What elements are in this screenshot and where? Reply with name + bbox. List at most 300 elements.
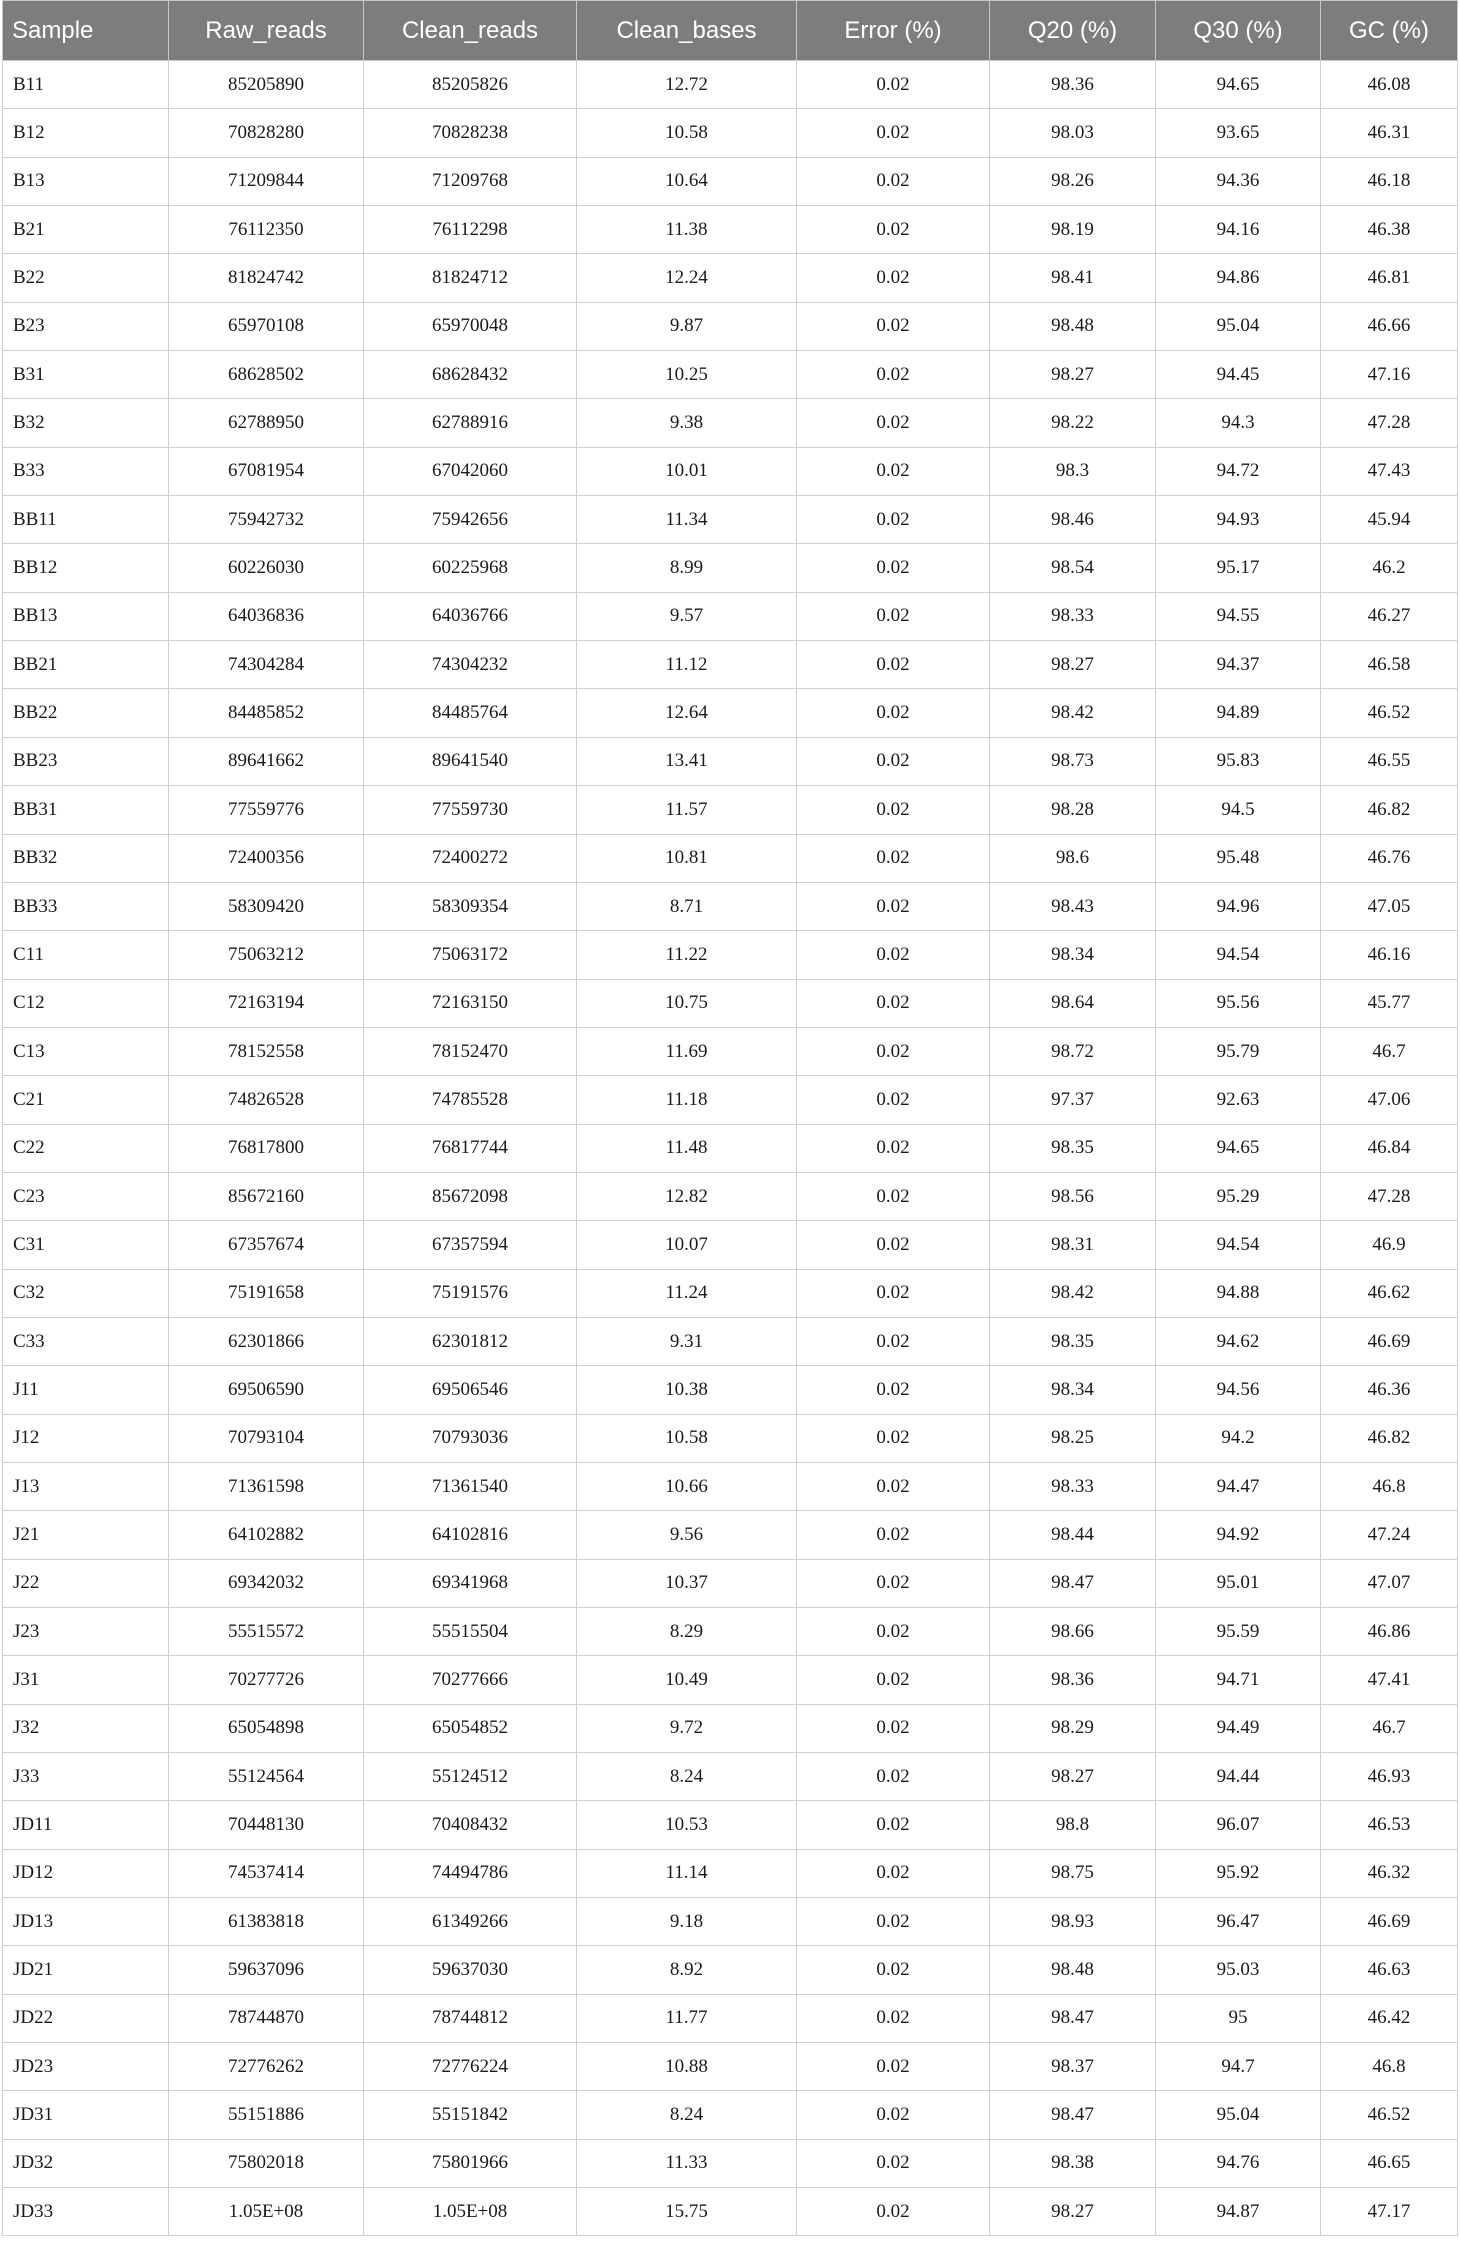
table-row xyxy=(3,1172,1458,1220)
cell-raw-reads: 1.05E+08 xyxy=(169,2188,364,2236)
column-header-raw-reads: Raw_reads xyxy=(169,1,364,61)
cell-sample: JD22 xyxy=(3,1994,169,2042)
cell-sample: B31 xyxy=(3,351,169,399)
cell-q30: 94.93 xyxy=(1156,496,1321,544)
cell-gc: 47.17 xyxy=(1321,2188,1458,2236)
cell-clean-bases: 10.58 xyxy=(577,1414,797,1462)
cell-gc: 46.7 xyxy=(1321,1027,1458,1075)
cell-error: 0.02 xyxy=(797,1462,990,1510)
cell-raw-reads: 77559776 xyxy=(169,786,364,834)
table-row xyxy=(3,2043,1458,2091)
cell-clean-reads: 61349266 xyxy=(364,1898,577,1946)
cell-q30: 94.88 xyxy=(1156,1269,1321,1317)
cell-q30: 95.03 xyxy=(1156,1946,1321,1994)
cell-gc: 46.38 xyxy=(1321,206,1458,254)
cell-q20: 98.33 xyxy=(990,1462,1156,1510)
cell-clean-bases: 9.31 xyxy=(577,1317,797,1365)
cell-clean-reads: 60225968 xyxy=(364,544,577,592)
cell-error: 0.02 xyxy=(797,351,990,399)
cell-error: 0.02 xyxy=(797,1269,990,1317)
cell-sample: J21 xyxy=(3,1511,169,1559)
cell-clean-reads: 62788916 xyxy=(364,399,577,447)
cell-clean-bases: 9.38 xyxy=(577,399,797,447)
cell-sample: JD12 xyxy=(3,1849,169,1897)
cell-error: 0.02 xyxy=(797,447,990,495)
cell-gc: 46.82 xyxy=(1321,786,1458,834)
column-header-clean-reads: Clean_reads xyxy=(364,1,577,61)
cell-q30: 94.65 xyxy=(1156,61,1321,109)
cell-error: 0.02 xyxy=(797,1559,990,1607)
table-row xyxy=(3,1124,1458,1172)
cell-clean-bases: 10.66 xyxy=(577,1462,797,1510)
cell-gc: 47.06 xyxy=(1321,1076,1458,1124)
cell-q20: 98.72 xyxy=(990,1027,1156,1075)
table-row xyxy=(3,302,1458,350)
cell-clean-reads: 72776224 xyxy=(364,2043,577,2091)
table-row xyxy=(3,1946,1458,1994)
cell-sample: BB32 xyxy=(3,834,169,882)
cell-clean-reads: 64036766 xyxy=(364,592,577,640)
table-row xyxy=(3,834,1458,882)
table-row xyxy=(3,786,1458,834)
cell-q30: 95.59 xyxy=(1156,1608,1321,1656)
cell-gc: 46.52 xyxy=(1321,689,1458,737)
cell-gc: 46.18 xyxy=(1321,157,1458,205)
table-row xyxy=(3,1462,1458,1510)
table-body xyxy=(3,61,1458,2236)
cell-sample: B33 xyxy=(3,447,169,495)
cell-q30: 96.07 xyxy=(1156,1801,1321,1849)
cell-gc: 46.31 xyxy=(1321,109,1458,157)
cell-error: 0.02 xyxy=(797,302,990,350)
cell-error: 0.02 xyxy=(797,592,990,640)
cell-q20: 98.47 xyxy=(990,2091,1156,2139)
cell-q30: 94.49 xyxy=(1156,1704,1321,1752)
cell-clean-bases: 11.22 xyxy=(577,931,797,979)
cell-error: 0.02 xyxy=(797,1946,990,1994)
table-row xyxy=(3,592,1458,640)
cell-raw-reads: 85672160 xyxy=(169,1172,364,1220)
cell-error: 0.02 xyxy=(797,1849,990,1897)
cell-clean-bases: 10.25 xyxy=(577,351,797,399)
cell-q20: 98.48 xyxy=(990,302,1156,350)
cell-sample: B32 xyxy=(3,399,169,447)
cell-clean-reads: 74494786 xyxy=(364,1849,577,1897)
cell-sample: JD11 xyxy=(3,1801,169,1849)
cell-gc: 46.27 xyxy=(1321,592,1458,640)
cell-q30: 94.5 xyxy=(1156,786,1321,834)
table-row xyxy=(3,641,1458,689)
cell-clean-reads: 74785528 xyxy=(364,1076,577,1124)
cell-clean-reads: 85205826 xyxy=(364,61,577,109)
cell-q20: 98.8 xyxy=(990,1801,1156,1849)
table-row xyxy=(3,1414,1458,1462)
cell-sample: JD13 xyxy=(3,1898,169,1946)
cell-q20: 98.35 xyxy=(990,1317,1156,1365)
cell-sample: B12 xyxy=(3,109,169,157)
cell-q30: 94.56 xyxy=(1156,1366,1321,1414)
cell-clean-reads: 64102816 xyxy=(364,1511,577,1559)
cell-clean-reads: 67042060 xyxy=(364,447,577,495)
cell-raw-reads: 62788950 xyxy=(169,399,364,447)
cell-clean-reads: 72400272 xyxy=(364,834,577,882)
cell-q20: 98.47 xyxy=(990,1559,1156,1607)
cell-raw-reads: 64102882 xyxy=(169,1511,364,1559)
cell-clean-bases: 12.24 xyxy=(577,254,797,302)
table-row xyxy=(3,1849,1458,1897)
cell-clean-bases: 13.41 xyxy=(577,737,797,785)
cell-raw-reads: 72400356 xyxy=(169,834,364,882)
cell-error: 0.02 xyxy=(797,157,990,205)
cell-sample: BB33 xyxy=(3,882,169,930)
cell-error: 0.02 xyxy=(797,2188,990,2236)
cell-raw-reads: 75191658 xyxy=(169,1269,364,1317)
table-row xyxy=(3,1656,1458,1704)
cell-sample: JD31 xyxy=(3,2091,169,2139)
cell-q20: 98.38 xyxy=(990,2139,1156,2187)
cell-q20: 98.31 xyxy=(990,1221,1156,1269)
cell-q20: 98.28 xyxy=(990,786,1156,834)
cell-clean-bases: 11.34 xyxy=(577,496,797,544)
table-row xyxy=(3,2188,1458,2236)
cell-q20: 98.75 xyxy=(990,1849,1156,1897)
cell-clean-bases: 11.12 xyxy=(577,641,797,689)
cell-clean-reads: 89641540 xyxy=(364,737,577,785)
cell-error: 0.02 xyxy=(797,1172,990,1220)
cell-gc: 47.24 xyxy=(1321,1511,1458,1559)
cell-gc: 46.52 xyxy=(1321,2091,1458,2139)
cell-clean-bases: 10.01 xyxy=(577,447,797,495)
cell-gc: 45.94 xyxy=(1321,496,1458,544)
cell-q30: 92.63 xyxy=(1156,1076,1321,1124)
cell-raw-reads: 55124564 xyxy=(169,1753,364,1801)
cell-raw-reads: 67357674 xyxy=(169,1221,364,1269)
cell-q30: 94.3 xyxy=(1156,399,1321,447)
cell-clean-reads: 65054852 xyxy=(364,1704,577,1752)
cell-clean-reads: 62301812 xyxy=(364,1317,577,1365)
cell-error: 0.02 xyxy=(797,834,990,882)
cell-gc: 46.53 xyxy=(1321,1801,1458,1849)
table-row xyxy=(3,1704,1458,1752)
cell-raw-reads: 74826528 xyxy=(169,1076,364,1124)
cell-sample: C22 xyxy=(3,1124,169,1172)
cell-gc: 46.36 xyxy=(1321,1366,1458,1414)
cell-clean-bases: 11.38 xyxy=(577,206,797,254)
cell-error: 0.02 xyxy=(797,1801,990,1849)
cell-sample: BB13 xyxy=(3,592,169,640)
cell-q30: 94.36 xyxy=(1156,157,1321,205)
cell-gc: 46.93 xyxy=(1321,1753,1458,1801)
cell-q30: 94.16 xyxy=(1156,206,1321,254)
cell-sample: C11 xyxy=(3,931,169,979)
cell-q30: 95.92 xyxy=(1156,1849,1321,1897)
cell-raw-reads: 70448130 xyxy=(169,1801,364,1849)
cell-clean-bases: 10.88 xyxy=(577,2043,797,2091)
cell-clean-bases: 9.57 xyxy=(577,592,797,640)
cell-clean-bases: 12.64 xyxy=(577,689,797,737)
cell-gc: 46.69 xyxy=(1321,1317,1458,1365)
cell-q20: 98.34 xyxy=(990,1366,1156,1414)
cell-raw-reads: 75942732 xyxy=(169,496,364,544)
cell-error: 0.02 xyxy=(797,61,990,109)
cell-q20: 98.73 xyxy=(990,737,1156,785)
cell-q20: 98.27 xyxy=(990,1753,1156,1801)
cell-q30: 94.37 xyxy=(1156,641,1321,689)
cell-error: 0.02 xyxy=(797,1994,990,2042)
cell-clean-reads: 70793036 xyxy=(364,1414,577,1462)
cell-q30: 94.2 xyxy=(1156,1414,1321,1462)
cell-q20: 98.56 xyxy=(990,1172,1156,1220)
cell-clean-bases: 11.48 xyxy=(577,1124,797,1172)
cell-q30: 95 xyxy=(1156,1994,1321,2042)
cell-q20: 98.36 xyxy=(990,1656,1156,1704)
cell-clean-bases: 10.64 xyxy=(577,157,797,205)
cell-gc: 46.82 xyxy=(1321,1414,1458,1462)
cell-clean-reads: 71361540 xyxy=(364,1462,577,1510)
cell-gc: 47.28 xyxy=(1321,399,1458,447)
table-row xyxy=(3,399,1458,447)
cell-gc: 47.07 xyxy=(1321,1559,1458,1607)
cell-sample: BB11 xyxy=(3,496,169,544)
cell-clean-reads: 69506546 xyxy=(364,1366,577,1414)
cell-q20: 98.93 xyxy=(990,1898,1156,1946)
table-row xyxy=(3,979,1458,1027)
cell-clean-reads: 67357594 xyxy=(364,1221,577,1269)
cell-clean-reads: 58309354 xyxy=(364,882,577,930)
cell-q20: 98.33 xyxy=(990,592,1156,640)
cell-clean-bases: 10.81 xyxy=(577,834,797,882)
cell-clean-bases: 12.72 xyxy=(577,61,797,109)
cell-q20: 98.54 xyxy=(990,544,1156,592)
cell-q30: 94.65 xyxy=(1156,1124,1321,1172)
cell-clean-bases: 8.71 xyxy=(577,882,797,930)
cell-q30: 94.96 xyxy=(1156,882,1321,930)
cell-error: 0.02 xyxy=(797,1656,990,1704)
cell-sample: C31 xyxy=(3,1221,169,1269)
table-row xyxy=(3,1608,1458,1656)
cell-error: 0.02 xyxy=(797,737,990,785)
cell-q20: 98.27 xyxy=(990,351,1156,399)
cell-clean-bases: 11.77 xyxy=(577,1994,797,2042)
cell-error: 0.02 xyxy=(797,496,990,544)
cell-clean-bases: 10.53 xyxy=(577,1801,797,1849)
table-row xyxy=(3,447,1458,495)
cell-error: 0.02 xyxy=(797,786,990,834)
cell-sample: B22 xyxy=(3,254,169,302)
cell-q30: 95.17 xyxy=(1156,544,1321,592)
cell-q20: 98.22 xyxy=(990,399,1156,447)
cell-raw-reads: 72776262 xyxy=(169,2043,364,2091)
cell-q30: 94.47 xyxy=(1156,1462,1321,1510)
cell-raw-reads: 72163194 xyxy=(169,979,364,1027)
table-header-row xyxy=(3,1,1458,61)
cell-clean-reads: 70408432 xyxy=(364,1801,577,1849)
cell-clean-bases: 8.24 xyxy=(577,1753,797,1801)
cell-clean-bases: 11.69 xyxy=(577,1027,797,1075)
table-row xyxy=(3,689,1458,737)
cell-error: 0.02 xyxy=(797,1124,990,1172)
table-row xyxy=(3,351,1458,399)
cell-error: 0.02 xyxy=(797,689,990,737)
cell-raw-reads: 65970108 xyxy=(169,302,364,350)
cell-raw-reads: 85205890 xyxy=(169,61,364,109)
cell-clean-bases: 8.29 xyxy=(577,1608,797,1656)
cell-raw-reads: 75063212 xyxy=(169,931,364,979)
cell-raw-reads: 84485852 xyxy=(169,689,364,737)
cell-q30: 94.45 xyxy=(1156,351,1321,399)
cell-q30: 95.48 xyxy=(1156,834,1321,882)
table-row xyxy=(3,109,1458,157)
cell-error: 0.02 xyxy=(797,1898,990,1946)
cell-clean-bases: 11.24 xyxy=(577,1269,797,1317)
table-row xyxy=(3,1366,1458,1414)
cell-sample: BB31 xyxy=(3,786,169,834)
cell-raw-reads: 71209844 xyxy=(169,157,364,205)
cell-raw-reads: 64036836 xyxy=(169,592,364,640)
cell-clean-bases: 10.37 xyxy=(577,1559,797,1607)
cell-q20: 98.44 xyxy=(990,1511,1156,1559)
sequencing-stats-table xyxy=(2,0,1458,2236)
cell-q20: 98.48 xyxy=(990,1946,1156,1994)
table-row xyxy=(3,61,1458,109)
cell-q20: 98.27 xyxy=(990,2188,1156,2236)
cell-raw-reads: 76817800 xyxy=(169,1124,364,1172)
cell-clean-reads: 65970048 xyxy=(364,302,577,350)
cell-clean-reads: 78744812 xyxy=(364,1994,577,2042)
cell-sample: BB23 xyxy=(3,737,169,785)
cell-q20: 98.19 xyxy=(990,206,1156,254)
cell-q30: 94.44 xyxy=(1156,1753,1321,1801)
cell-clean-bases: 9.72 xyxy=(577,1704,797,1752)
cell-q20: 98.46 xyxy=(990,496,1156,544)
table-row xyxy=(3,737,1458,785)
cell-raw-reads: 81824742 xyxy=(169,254,364,302)
cell-error: 0.02 xyxy=(797,206,990,254)
cell-raw-reads: 78744870 xyxy=(169,1994,364,2042)
table-row xyxy=(3,931,1458,979)
cell-error: 0.02 xyxy=(797,2043,990,2091)
cell-q20: 98.41 xyxy=(990,254,1156,302)
cell-q20: 98.03 xyxy=(990,109,1156,157)
cell-q30: 94.7 xyxy=(1156,2043,1321,2091)
cell-raw-reads: 55151886 xyxy=(169,2091,364,2139)
cell-gc: 46.62 xyxy=(1321,1269,1458,1317)
cell-error: 0.02 xyxy=(797,544,990,592)
cell-clean-bases: 11.18 xyxy=(577,1076,797,1124)
column-header-error: Error (%) xyxy=(797,1,990,61)
cell-error: 0.02 xyxy=(797,1221,990,1269)
table-row xyxy=(3,1221,1458,1269)
cell-clean-reads: 76112298 xyxy=(364,206,577,254)
table-row xyxy=(3,882,1458,930)
cell-clean-reads: 55124512 xyxy=(364,1753,577,1801)
cell-clean-reads: 77559730 xyxy=(364,786,577,834)
cell-q20: 98.42 xyxy=(990,1269,1156,1317)
cell-raw-reads: 74537414 xyxy=(169,1849,364,1897)
cell-sample: B23 xyxy=(3,302,169,350)
cell-gc: 46.08 xyxy=(1321,61,1458,109)
cell-error: 0.02 xyxy=(797,1027,990,1075)
cell-error: 0.02 xyxy=(797,2091,990,2139)
cell-clean-reads: 75942656 xyxy=(364,496,577,544)
cell-clean-reads: 70828238 xyxy=(364,109,577,157)
cell-clean-reads: 72163150 xyxy=(364,979,577,1027)
cell-q30: 95.01 xyxy=(1156,1559,1321,1607)
table-row xyxy=(3,254,1458,302)
cell-q20: 98.37 xyxy=(990,2043,1156,2091)
cell-raw-reads: 65054898 xyxy=(169,1704,364,1752)
cell-q20: 98.42 xyxy=(990,689,1156,737)
cell-gc: 47.16 xyxy=(1321,351,1458,399)
column-header-q30: Q30 (%) xyxy=(1156,1,1321,61)
cell-gc: 46.65 xyxy=(1321,2139,1458,2187)
cell-q30: 94.71 xyxy=(1156,1656,1321,1704)
cell-gc: 46.8 xyxy=(1321,1462,1458,1510)
cell-sample: J11 xyxy=(3,1366,169,1414)
cell-sample: JD32 xyxy=(3,2139,169,2187)
cell-raw-reads: 67081954 xyxy=(169,447,364,495)
cell-error: 0.02 xyxy=(797,1608,990,1656)
cell-raw-reads: 62301866 xyxy=(169,1317,364,1365)
cell-clean-reads: 59637030 xyxy=(364,1946,577,1994)
table-row xyxy=(3,1027,1458,1075)
cell-raw-reads: 89641662 xyxy=(169,737,364,785)
cell-sample: JD21 xyxy=(3,1946,169,1994)
cell-error: 0.02 xyxy=(797,2139,990,2187)
cell-sample: C33 xyxy=(3,1317,169,1365)
cell-clean-bases: 15.75 xyxy=(577,2188,797,2236)
cell-raw-reads: 70828280 xyxy=(169,109,364,157)
cell-sample: B13 xyxy=(3,157,169,205)
cell-raw-reads: 76112350 xyxy=(169,206,364,254)
cell-gc: 46.2 xyxy=(1321,544,1458,592)
cell-clean-bases: 10.75 xyxy=(577,979,797,1027)
cell-clean-bases: 11.57 xyxy=(577,786,797,834)
cell-sample: B11 xyxy=(3,61,169,109)
cell-raw-reads: 68628502 xyxy=(169,351,364,399)
cell-q30: 94.92 xyxy=(1156,1511,1321,1559)
cell-sample: J23 xyxy=(3,1608,169,1656)
cell-error: 0.02 xyxy=(797,1366,990,1414)
cell-clean-bases: 10.58 xyxy=(577,109,797,157)
cell-sample: JD33 xyxy=(3,2188,169,2236)
cell-clean-bases: 8.24 xyxy=(577,2091,797,2139)
table-row xyxy=(3,157,1458,205)
cell-gc: 46.32 xyxy=(1321,1849,1458,1897)
cell-clean-reads: 84485764 xyxy=(364,689,577,737)
cell-clean-reads: 70277666 xyxy=(364,1656,577,1704)
cell-error: 0.02 xyxy=(797,882,990,930)
cell-raw-reads: 60226030 xyxy=(169,544,364,592)
cell-gc: 46.81 xyxy=(1321,254,1458,302)
table-row xyxy=(3,1994,1458,2042)
cell-clean-reads: 71209768 xyxy=(364,157,577,205)
cell-error: 0.02 xyxy=(797,1753,990,1801)
cell-clean-bases: 11.14 xyxy=(577,1849,797,1897)
cell-error: 0.02 xyxy=(797,109,990,157)
cell-gc: 46.66 xyxy=(1321,302,1458,350)
cell-raw-reads: 59637096 xyxy=(169,1946,364,1994)
cell-clean-bases: 8.92 xyxy=(577,1946,797,1994)
cell-q30: 94.86 xyxy=(1156,254,1321,302)
table-row xyxy=(3,1559,1458,1607)
cell-raw-reads: 69506590 xyxy=(169,1366,364,1414)
table-row xyxy=(3,1269,1458,1317)
cell-q20: 97.37 xyxy=(990,1076,1156,1124)
column-header-q20: Q20 (%) xyxy=(990,1,1156,61)
cell-gc: 46.42 xyxy=(1321,1994,1458,2042)
cell-clean-reads: 69341968 xyxy=(364,1559,577,1607)
